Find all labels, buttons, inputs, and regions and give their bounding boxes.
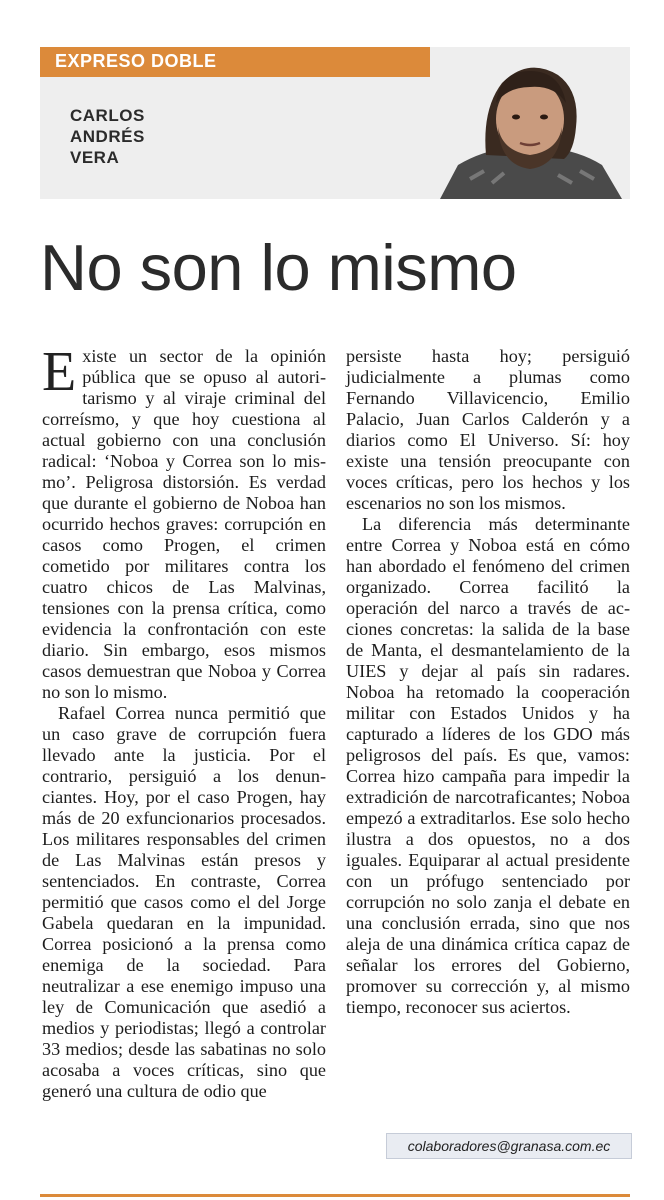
article-paragraph: Rafael Correa nunca permitió que un caso grave de corrupción fuera llevado ante la justicia. Por el contrario, persiguió a los denunciantes. Hoy, por el caso Progen, hay más de 20 exfuncionarios procesados. Los militares responsables del crimen de Las Malvinas están presos y sentenciados. En contraste, Correa permitió que casos como el del Jorge Gabela quedaran en la impunidad. Correa posicionó a la prensa como enemiga de la sociedad. Para neutralizar a ese enemigo impuso una ley de Comunicación que asedió a medios y periodistas; llegó a controlar 33 medios; desde las sabatinas no solo acosaba a voces críticas, sino que generó una cultura de odio que [42,703,326,1101]
author-photo [430,47,630,199]
author-line: ANDRÉS [70,127,145,146]
article-paragraph [42,341,326,703]
article-column-left [42,341,326,1102]
headline: No son lo mismo [40,231,517,304]
author-line: CARLOS [70,106,145,125]
paragraph-text: xiste un sector de la opinión pública que se opuso al autoritarismo y al viraje criminal del correísmo, y que hoy cuestiona al actual gobierno con una conclusión radical: ‘Noboa y Correa son lo mismo’. Peligrosa distorsión. Es verdad que durante el gobierno de Noboa han ocurrido hechos graves: corrupción en casos como Progen, el crimen cometido por militares contra los cuatro chicos de Las Malvinas, tensiones con la prensa crítica, como evidencia la confrontación con este diario. Sin embargo, esos mismos casos demuestran que Noboa y Correa no son lo mismo. [42,346,326,702]
author-line: VERA [70,148,120,167]
drop-cap: E [42,341,77,403]
article-paragraph: La diferencia más determinante entre Correa y Noboa está en cómo han abordado el fenómeno del crimen organizado. Correa facilitó la operación del narco a través de acciones concretas: la salida de la base de Manta, el desmantelamiento de la UIES y dejar al país sin radares. Noboa ha retomado la cooperación militar con Estados Unidos y ha capturado a líderes de los GDO más peligrosos del país. Es que, vamos: Correa hizo campaña para impedir la extradición de narcotraficantes; Noboa empezó a extraditarlos. Ese solo hecho ilustra a dos opuestos, no a dos iguales. Equiparar al actual presidente con un prófugo sentenciado por corrupción no solo zanja el debate en una conclusión errada, sino que nos aleja de una dinámica crítica capaz de señalar los errores del Gobierno, promover su corrección y, al mismo tiempo, reconocer sus aciertos. [346,514,630,1017]
bottom-rule [40,1194,630,1197]
article-paragraph-continued: persiste hasta hoy; persiguió judicialmente a plumas como Fernando Villavicencio, Emilio Palacio, Juan Carlos Calderón y a diarios como El Universo. Sí: hoy existe una tensión preocupante con voces críticas, pero los hechos y los escenarios no son los mismos. [346,346,630,513]
article-column-right [346,346,630,1018]
section-kicker: EXPRESO DOBLE [55,51,217,71]
author-name [70,105,145,168]
contact-email[interactable]: colaboradores@granasa.com.ec [386,1133,632,1159]
column-header [40,47,630,199]
